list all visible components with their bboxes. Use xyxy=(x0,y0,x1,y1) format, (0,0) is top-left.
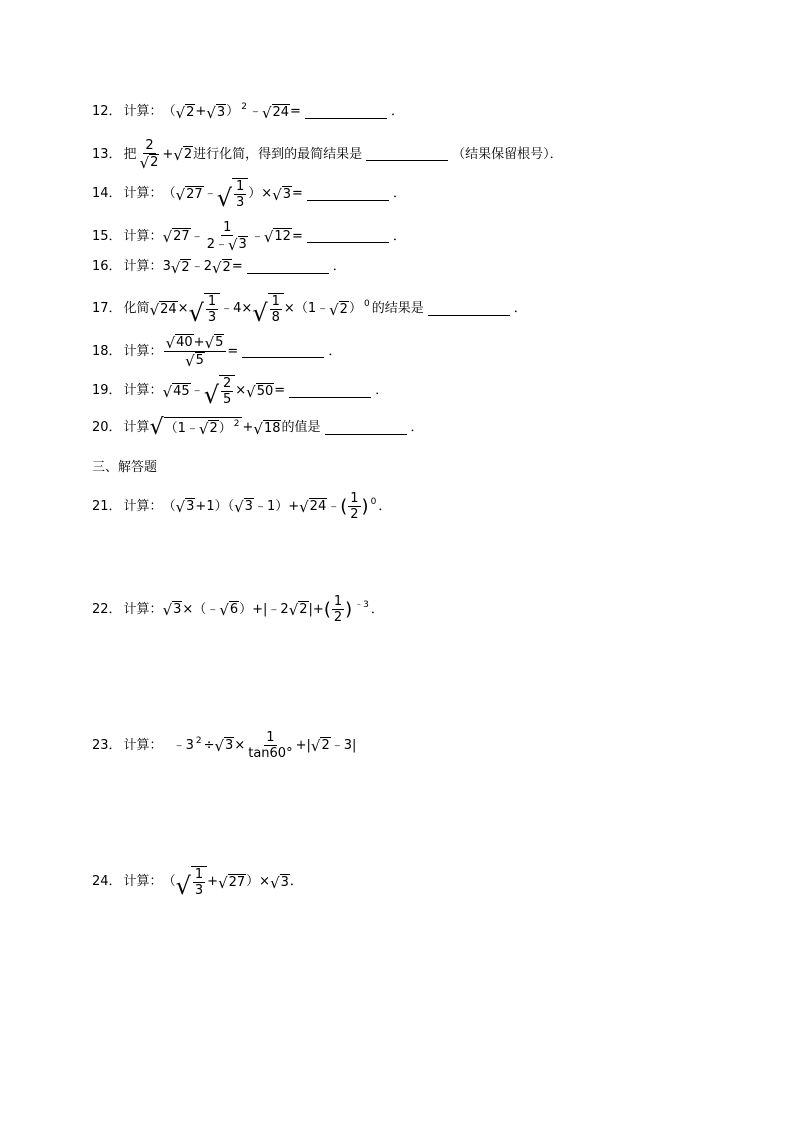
question-20: 20． 计算 √ （1﹣ √ 2 ） 2 + √ 18 的值是 ． xyxy=(92,415,424,440)
radical: √ $\frac{1}{3}$ xyxy=(176,866,208,898)
fraction: $\frac{1}{2}$ xyxy=(333,594,343,625)
radical: √ 2 xyxy=(211,258,231,277)
answer-blank[interactable] xyxy=(289,385,371,398)
question-18: 18． 计算： √ 40 + √ 5 √ 5 = ． xyxy=(92,334,342,370)
radical: √ $\frac{2}{5}$ xyxy=(204,375,236,407)
answer-blank[interactable] xyxy=(307,188,389,201)
radical: √ 27 xyxy=(218,873,246,892)
radical: √ 2 xyxy=(175,103,195,122)
radical: √ 2 xyxy=(288,601,308,619)
radical: √ 27 xyxy=(162,228,190,246)
fraction: 1 2﹣ √ 3 xyxy=(206,220,247,254)
radical: √ 2 xyxy=(170,258,190,277)
answer-blank[interactable] xyxy=(307,230,389,243)
fraction: 2 √ 2 xyxy=(139,138,159,172)
section-title: 三、解答题 xyxy=(92,460,158,475)
answer-blank[interactable] xyxy=(305,106,387,119)
radical: √ 3 xyxy=(175,498,195,516)
answer-blank[interactable] xyxy=(428,303,510,316)
radical: √ $\frac{1}{3}$ xyxy=(189,293,221,325)
question-14: 14． 计算： （ √ 27 ﹣ √ $\frac{1}{3}$ ） × √ 3 = ． xyxy=(92,179,406,212)
radical: √ 12 xyxy=(263,228,291,246)
question-12: 12． 计算： （ √ 2 + √ 3 ） 2 ﹣ √ 24 = ． xyxy=(92,102,404,122)
radical: √ 3 xyxy=(162,601,182,619)
radical: √ $\frac{1}{3}$ xyxy=(217,178,249,210)
fraction: $\frac{1}{\tan 60^\circ}$ xyxy=(248,730,293,761)
question-21: 21． 计算： （ √ 3 +1）（ √ 3 ﹣1）+ √ 24 ﹣ ( $\frac{1}{2}$ ) 0 ． xyxy=(92,491,392,522)
question-24: 24． 计算： （ √ $\frac{1}{3}$ + √ 27 ）× √ 3 ． xyxy=(92,867,303,900)
radical: √ 3 xyxy=(272,185,292,204)
question-16: 16． 计算： 3 √ 2 ﹣ 2 √ 2 = ． xyxy=(92,258,346,277)
radical: √ 2 xyxy=(173,146,193,164)
radical: √ 3 xyxy=(206,103,226,122)
radical: √ 3 xyxy=(270,873,289,892)
radical: √ 3 xyxy=(234,498,253,516)
radical: √ 2 xyxy=(329,300,348,319)
answer-blank[interactable] xyxy=(247,261,329,274)
radical: √ 45 xyxy=(162,382,190,401)
radical: √ 24 xyxy=(299,498,327,516)
question-13: 13． 把 2 √ 2 + √ 2 进行化简，得到的最简结果是 （结果保留根号）． xyxy=(92,138,563,172)
question-15: 15． 计算： √ 27 ﹣ 1 2﹣ √ 3 ﹣ √ 12 = ． xyxy=(92,220,406,254)
question-23: 23． 计算： ﹣3 2 ÷ √ 3 × $\frac{1}{\tan 60^\circ}$ +| √ 2 ﹣3| xyxy=(92,730,357,761)
radical: √ 18 xyxy=(253,419,281,438)
answer-blank[interactable] xyxy=(325,422,407,435)
fraction: √ 40 + √ 5 √ 5 xyxy=(164,334,227,369)
radical: √ 3 xyxy=(214,737,234,755)
radical: √ 24 xyxy=(261,103,290,122)
question-19: 19． 计算： √ 45 ﹣ √ $\frac{2}{5}$ × √ 50 = ． xyxy=(92,376,389,409)
fraction: $\frac{1}{2}$ xyxy=(350,491,359,522)
radical: √ 6 xyxy=(219,601,239,619)
radical: √ 24 xyxy=(149,300,177,319)
radical: √ 50 xyxy=(246,382,274,401)
radical: √ （1﹣ √ 2 ） 2 xyxy=(150,417,243,439)
question-22: 22． 计算： √ 3 ×（﹣ √ 6 ）+|﹣2 √ 2 |+ ( $\frac{1}{2}$ ) ﹣3 ． xyxy=(92,594,384,625)
question-17: 17． 化简 √ 24 × √ $\frac{1}{3}$ ﹣4× √ $\frac{1}{8}$ × （ 1﹣ √ 2 ） 0 的结果是 ． xyxy=(92,294,527,327)
answer-blank[interactable] xyxy=(366,148,448,161)
answer-blank[interactable] xyxy=(242,345,324,358)
radical: √ $\frac{1}{8}$ xyxy=(252,293,284,325)
radical: √ 2 xyxy=(310,737,330,755)
radical: √ 27 xyxy=(175,185,203,204)
